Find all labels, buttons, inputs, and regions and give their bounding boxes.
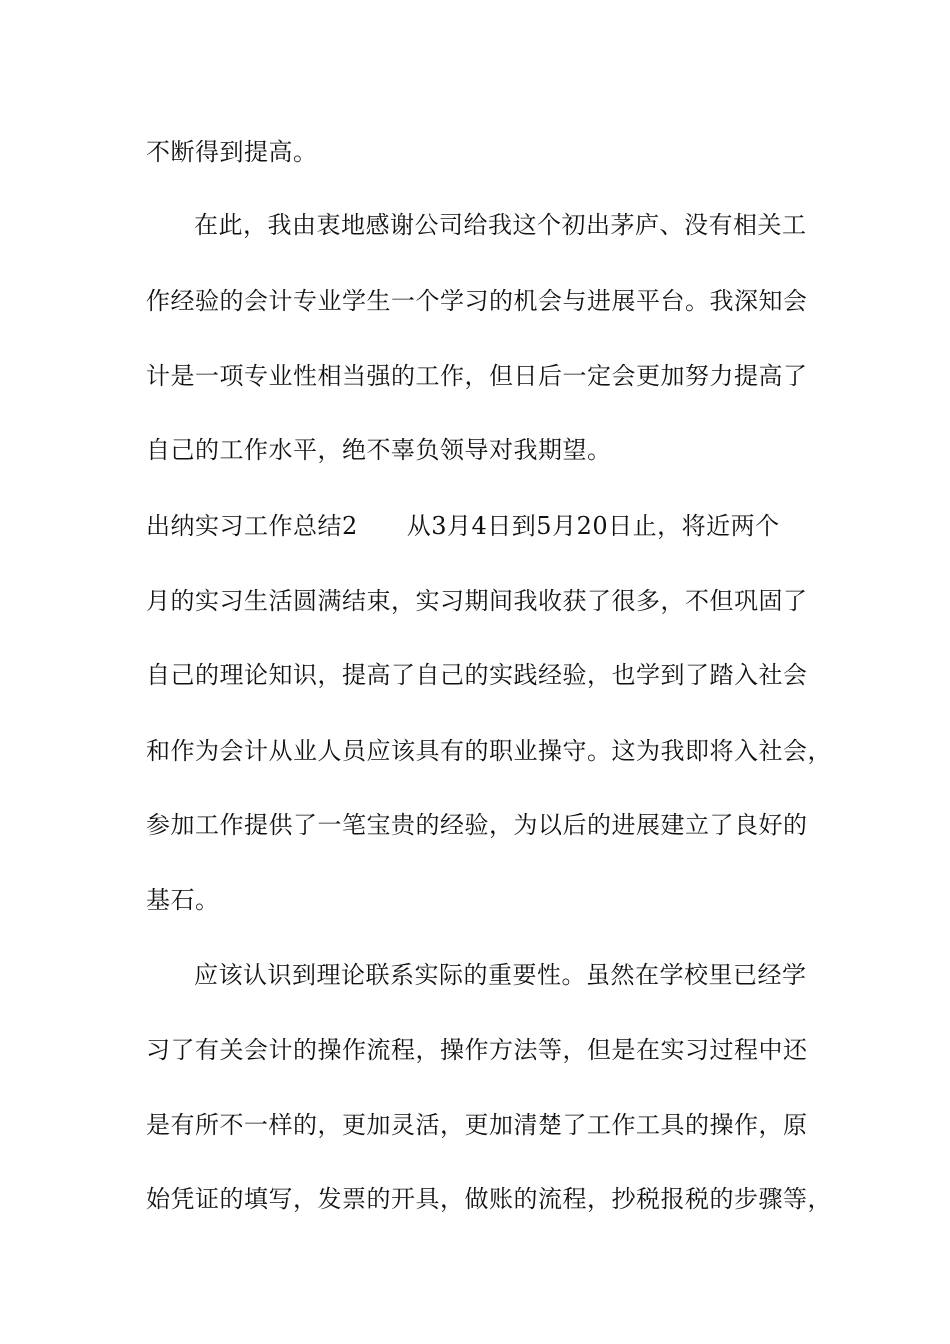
text-line: 计是一项专业性相当强的工作，但日后一定会更加努力提高了 xyxy=(146,362,808,390)
text-line: 月的实习生活圆满结束，实习期间我收获了很多，不但巩固了 xyxy=(146,587,808,615)
section-heading-line: 出纳实习工作总结2 从3月4日到5月20日止，将近两个 xyxy=(146,512,780,540)
text-line: 在此，我由衷地感谢公司给我这个初出茅庐、没有相关工 xyxy=(194,211,807,239)
text-line: 和作为会计从业人员应该具有的职业操守。这为我即将入社会， xyxy=(146,737,832,765)
text-line: 作经验的会计专业学生一个学习的机会与进展平台。我深知会 xyxy=(146,287,808,315)
text-line: 基石。 xyxy=(146,886,220,914)
text-line: 是有所不一样的，更加灵活，更加清楚了工作工具的操作，原 xyxy=(146,1111,808,1139)
text-line: 自己的理论知识，提高了自己的实践经验，也学到了踏入社会 xyxy=(146,661,808,689)
text-line: 习了有关会计的操作流程，操作方法等，但是在实习过程中还 xyxy=(146,1036,808,1064)
text-line: 不断得到提高。 xyxy=(146,138,318,166)
text-line: 参加工作提供了一笔宝贵的经验，为以后的进展建立了良好的 xyxy=(146,811,808,839)
text-line: 自己的工作水平，绝不辜负领导对我期望。 xyxy=(146,436,612,464)
text-line: 应该认识到理论联系实际的重要性。虽然在学校里已经学 xyxy=(194,961,807,989)
text-line: 始凭证的填写，发票的开具，做账的流程，抄税报税的步骤等， xyxy=(146,1185,832,1213)
